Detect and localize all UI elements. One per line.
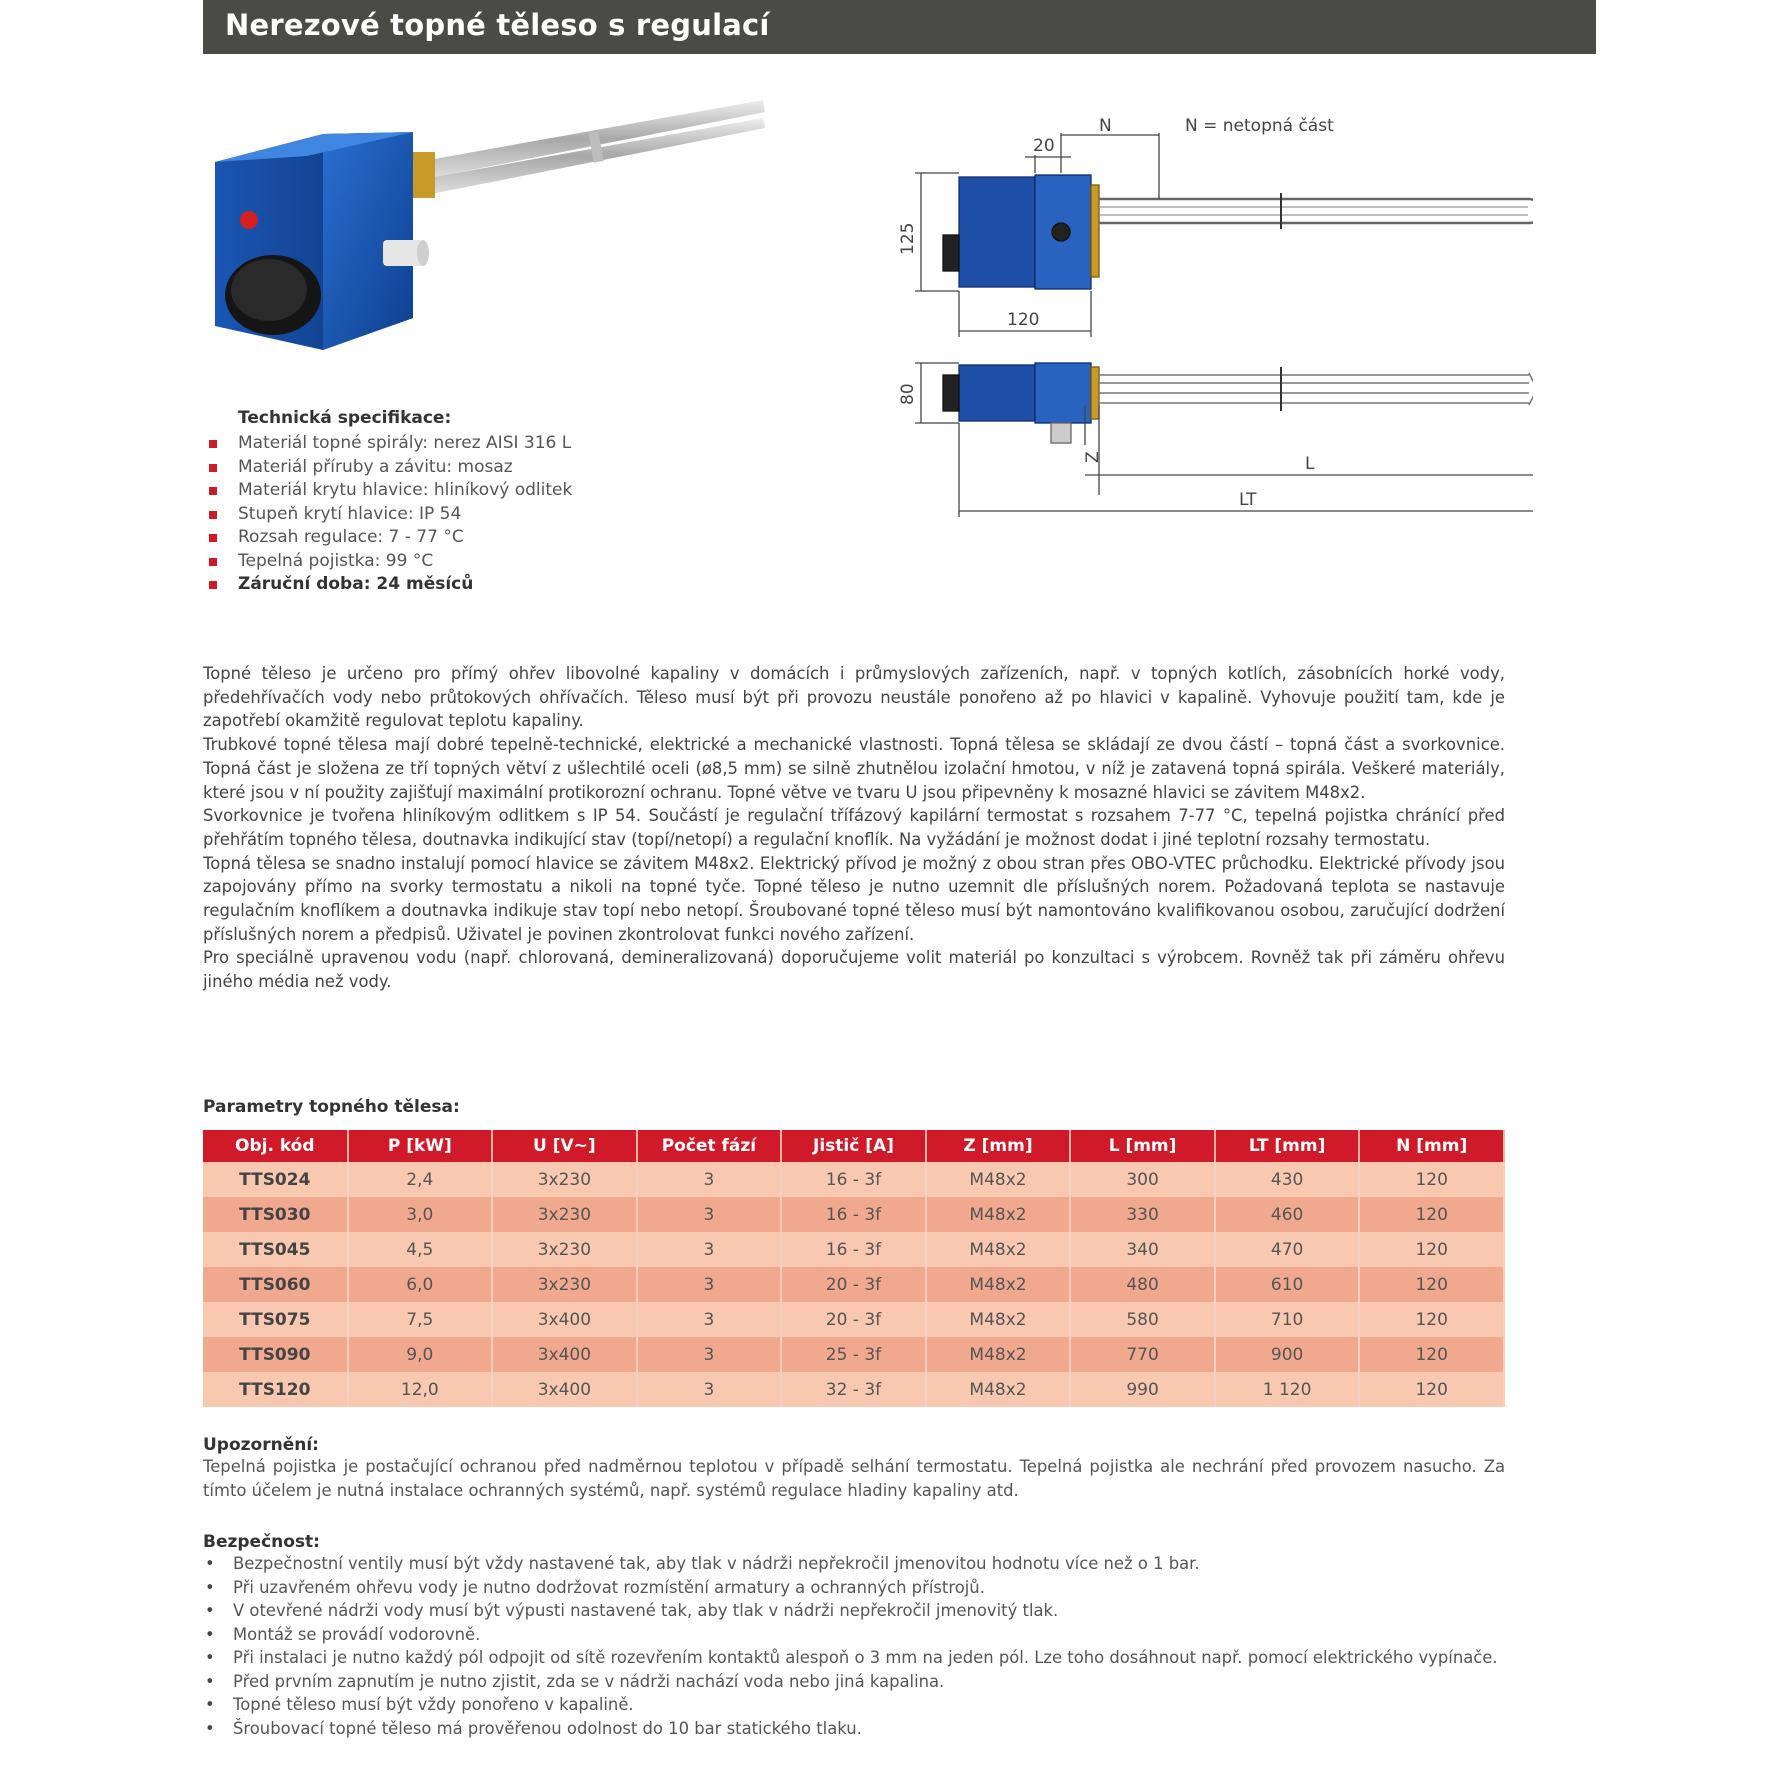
table-row bbox=[203, 1337, 1504, 1372]
spec-item: Záruční doba: 24 měsíců bbox=[203, 573, 763, 597]
table-cell: 770 bbox=[1070, 1337, 1215, 1372]
table-cell: 480 bbox=[1070, 1267, 1215, 1302]
table-cell: 3,0 bbox=[348, 1197, 493, 1232]
dim-l: L bbox=[1305, 454, 1315, 474]
column-header: U [V~] bbox=[492, 1130, 637, 1162]
description-paragraph: Svorkovnice je tvořena hliníkovým odlitkem s IP 54. Součástí je regulační třífázový kapilární termostat s rozsahem 7-77 °C, tepelná pojistka chránící před přehřátím topného tělesa, doutnavka indikující stav (topí/netopí) a regulační knoflík. Na vyžádání je možnost dodat i jiné teplotní rozsahy termostatu. bbox=[203, 806, 1505, 849]
table-cell: TTS075 bbox=[203, 1302, 348, 1337]
table-cell: 16 - 3f bbox=[781, 1232, 926, 1267]
safety-item: • Bezpečnostní ventily musí být vždy nastavené tak, aby tlak v nádrži nepřekročil jmenovitou hodnotu více než o 1 bar. bbox=[203, 1552, 1505, 1576]
housing-top-view bbox=[959, 177, 1035, 287]
warning-text: Tepelná pojistka je postačující ochranou před nadměrnou teplotou v případě selhání termostatu. Tepelná pojistka ale nechrání před provozem nasucho. Za tímto účelem je nutná instalace ochranných systémů, např. systémů regulace hladiny kapaliny atd. bbox=[203, 1457, 1505, 1500]
table-cell: 430 bbox=[1215, 1162, 1360, 1197]
safety-heading: Bezpečnost: bbox=[203, 1532, 320, 1552]
table-cell: 3 bbox=[637, 1232, 782, 1267]
dim-n-note: N = netopná část bbox=[1185, 116, 1334, 136]
description bbox=[203, 662, 1505, 994]
safety-item: • Šroubovací topné těleso má prověřenou odolnost do 10 bar statického tlaku. bbox=[203, 1717, 1505, 1741]
product-photo bbox=[203, 90, 783, 380]
dim-125: 125 bbox=[898, 222, 918, 255]
safety-section bbox=[203, 1532, 1505, 1740]
table-cell: 20 - 3f bbox=[781, 1267, 926, 1302]
column-header: LT [mm] bbox=[1215, 1130, 1360, 1162]
brass-thread bbox=[413, 152, 435, 198]
table-cell: 16 - 3f bbox=[781, 1162, 926, 1197]
safety-item: • Před prvním zapnutím je nutno zjistit, zda se v nádrži nachází voda nebo jiná kapalina. bbox=[203, 1670, 1505, 1694]
spec-item: Tepelná pojistka: 99 °C bbox=[203, 550, 763, 574]
table-cell: M48x2 bbox=[926, 1162, 1071, 1197]
description-paragraph: Topná tělesa se snadno instalují pomocí hlavice se závitem M48x2. Elektrický přívod je možný z obou stran přes OBO-VTEC průchodku. Elektrické přívody jsou zapojovány přímo na svorky termostatu a nikoli na topné tyče. Topné těleso je nutno uzemnit dle příslušných norem. Požadovaná teplota se nastavuje regulačním knoflíkem a doutnavka indikuje stav topí nebo netopí. Šroubované topné těleso musí být namontováno kvalifikovanou osobou, zaručující dodržení příslušných norem a předpisů. Uživatel je povinen zkontrolovat funkci nového zařízení. bbox=[203, 853, 1505, 944]
table-cell: TTS120 bbox=[203, 1372, 348, 1407]
safety-item: • Montáž se provádí vodorovně. bbox=[203, 1623, 1505, 1647]
table-cell: 990 bbox=[1070, 1372, 1215, 1407]
table-row bbox=[203, 1267, 1504, 1302]
table-cell: 120 bbox=[1359, 1162, 1504, 1197]
table-cell: 4,5 bbox=[348, 1232, 493, 1267]
table-cell: 3 bbox=[637, 1197, 782, 1232]
table-cell: 3x400 bbox=[492, 1372, 637, 1407]
params-title: Parametry topného tělesa: bbox=[203, 1097, 460, 1117]
dim-z: Z bbox=[1083, 451, 1103, 463]
table-cell: 3 bbox=[637, 1302, 782, 1337]
table-cell: M48x2 bbox=[926, 1267, 1071, 1302]
description-paragraph: Pro speciálně upravenou vodu (např. chlorovaná, demineralizovaná) doporučujeme volit materiál po konzultaci s výrobcem. Rovněž tak při záměru ohřevu jiného média než vody. bbox=[203, 948, 1505, 992]
table-row bbox=[203, 1162, 1504, 1197]
column-header: P [kW] bbox=[348, 1130, 493, 1162]
warning-section bbox=[203, 1435, 1505, 1502]
dim-lt: LT bbox=[1239, 490, 1257, 510]
table-cell: 610 bbox=[1215, 1267, 1360, 1302]
table-cell: M48x2 bbox=[926, 1337, 1071, 1372]
dim-n-label: N bbox=[1099, 116, 1112, 136]
column-header: Z [mm] bbox=[926, 1130, 1071, 1162]
column-header: Jistič [A] bbox=[781, 1130, 926, 1162]
technical-spec bbox=[203, 408, 763, 597]
table-cell: 9,0 bbox=[348, 1337, 493, 1372]
table-cell: 32 - 3f bbox=[781, 1372, 926, 1407]
table-cell: M48x2 bbox=[926, 1372, 1071, 1407]
description-paragraph: Trubkové topné tělesa mají dobré tepelně-technické, elektrické a mechanické vlastnosti. Topná tělesa se skládají ze dvou částí – topná část a svorkovnice. Topná část je složena ze tří topných větví z ušlechtilé oceli (ø8,5 mm) se silně zhutnělou izolační hmotou, v níž je zatavená topná spirála. Veškeré materiály, které jsou v ní použity zajišťují maximální protikorozní ochranu. Topné větve ve tvaru U jsou připevněny k mosazné hlavici se závitem M48x2. bbox=[203, 735, 1505, 802]
spec-item: Materiál příruby a závitu: mosaz bbox=[203, 456, 763, 480]
table-cell: 580 bbox=[1070, 1302, 1215, 1337]
table-cell: 3 bbox=[637, 1337, 782, 1372]
table-row bbox=[203, 1232, 1504, 1267]
table-cell: 120 bbox=[1359, 1337, 1504, 1372]
spec-item: Materiál topné spirály: nerez AISI 316 L bbox=[203, 432, 763, 456]
table-cell: 470 bbox=[1215, 1232, 1360, 1267]
table-cell: 120 bbox=[1359, 1197, 1504, 1232]
table-cell: 20 - 3f bbox=[781, 1302, 926, 1337]
table-cell: 7,5 bbox=[348, 1302, 493, 1337]
description-paragraph: Topné těleso je určeno pro přímý ohřev libovolné kapaliny v domácích i průmyslových zařízeních, např. v topných kotlích, zásobnících horké vody, předehřívačích vody nebo průtokových ohřívačích. Těleso musí být při provozu neustále ponořeno až po hlavici v kapalině. Vyhovuje použití tam, kde je zapotřebí okamžitě regulovat teplotu kapaliny. bbox=[203, 664, 1505, 731]
table-cell: TTS045 bbox=[203, 1232, 348, 1267]
table-cell: 3 bbox=[637, 1267, 782, 1302]
table-cell: M48x2 bbox=[926, 1232, 1071, 1267]
datasheet-page bbox=[203, 0, 1596, 1772]
table-cell: 710 bbox=[1215, 1302, 1360, 1337]
column-header: N [mm] bbox=[1359, 1130, 1504, 1162]
spec-heading: Technická specifikace: bbox=[238, 408, 452, 428]
column-header: Obj. kód bbox=[203, 1130, 348, 1162]
table-row bbox=[203, 1302, 1504, 1337]
table-cell: 3x400 bbox=[492, 1302, 637, 1337]
table-cell: 120 bbox=[1359, 1232, 1504, 1267]
indicator-lamp-icon bbox=[240, 211, 258, 229]
table-cell: TTS030 bbox=[203, 1197, 348, 1232]
table-cell: 3x230 bbox=[492, 1162, 637, 1197]
spec-list bbox=[203, 432, 763, 597]
page-title: Nerezové topné těleso s regulací bbox=[225, 8, 770, 42]
spec-item: Rozsah regulace: 7 - 77 °C bbox=[203, 526, 763, 550]
spec-item: Materiál krytu hlavice: hliníkový odlitek bbox=[203, 479, 763, 503]
table-cell: TTS024 bbox=[203, 1162, 348, 1197]
dim-120: 120 bbox=[1007, 310, 1040, 330]
table-cell: 460 bbox=[1215, 1197, 1360, 1232]
dim-20: 20 bbox=[1033, 136, 1055, 156]
safety-item: • Při instalaci je nutno každý pól odpojit od sítě rozevřením kontaktů alespoň o 3 mm na jeden pól. Lze toho dosáhnout např. pomocí elektrického vypínače. bbox=[203, 1646, 1505, 1670]
table-cell: 300 bbox=[1070, 1162, 1215, 1197]
column-header: L [mm] bbox=[1070, 1130, 1215, 1162]
table-cell: 3x230 bbox=[492, 1232, 637, 1267]
table-cell: 3x400 bbox=[492, 1337, 637, 1372]
technical-drawing bbox=[793, 105, 1533, 525]
safety-item: • V otevřené nádrži vody musí být výpusti nastavené tak, aby tlak v nádrži nepřekročil jmenovitý tlak. bbox=[203, 1599, 1505, 1623]
housing-side-view bbox=[959, 365, 1035, 421]
warning-heading: Upozornění: bbox=[203, 1435, 319, 1455]
table-cell: 2,4 bbox=[348, 1162, 493, 1197]
table-cell: 340 bbox=[1070, 1232, 1215, 1267]
table-cell: 120 bbox=[1359, 1372, 1504, 1407]
table-cell: 25 - 3f bbox=[781, 1337, 926, 1372]
table-cell: 1 120 bbox=[1215, 1372, 1360, 1407]
table-cell: TTS090 bbox=[203, 1337, 348, 1372]
table-cell: M48x2 bbox=[926, 1302, 1071, 1337]
safety-item: • Topné těleso musí být vždy ponořeno v kapalině. bbox=[203, 1693, 1505, 1717]
params-table bbox=[203, 1130, 1505, 1407]
dim-80: 80 bbox=[898, 383, 918, 405]
table-cell: 120 bbox=[1359, 1267, 1504, 1302]
table-cell: 330 bbox=[1070, 1197, 1215, 1232]
table-cell: 16 - 3f bbox=[781, 1197, 926, 1232]
table-cell: TTS060 bbox=[203, 1267, 348, 1302]
table-cell: 3 bbox=[637, 1372, 782, 1407]
table-header-row bbox=[203, 1130, 1504, 1162]
safety-item: • Při uzavřeném ohřevu vody je nutno dodržovat rozmístění armatury a ochranných přístrojů. bbox=[203, 1576, 1505, 1600]
table-cell: 6,0 bbox=[348, 1267, 493, 1302]
table-cell: 3 bbox=[637, 1162, 782, 1197]
table-cell: 900 bbox=[1215, 1337, 1360, 1372]
safety-list bbox=[203, 1552, 1505, 1740]
spec-item: Stupeň krytí hlavice: IP 54 bbox=[203, 503, 763, 527]
title-bar bbox=[203, 0, 1596, 54]
table-cell: 3x230 bbox=[492, 1267, 637, 1302]
table-cell: M48x2 bbox=[926, 1197, 1071, 1232]
column-header: Počet fází bbox=[637, 1130, 782, 1162]
table-cell: 12,0 bbox=[348, 1372, 493, 1407]
table-cell: 120 bbox=[1359, 1302, 1504, 1337]
table-row bbox=[203, 1197, 1504, 1232]
table-row bbox=[203, 1372, 1504, 1407]
table-cell: 3x230 bbox=[492, 1197, 637, 1232]
